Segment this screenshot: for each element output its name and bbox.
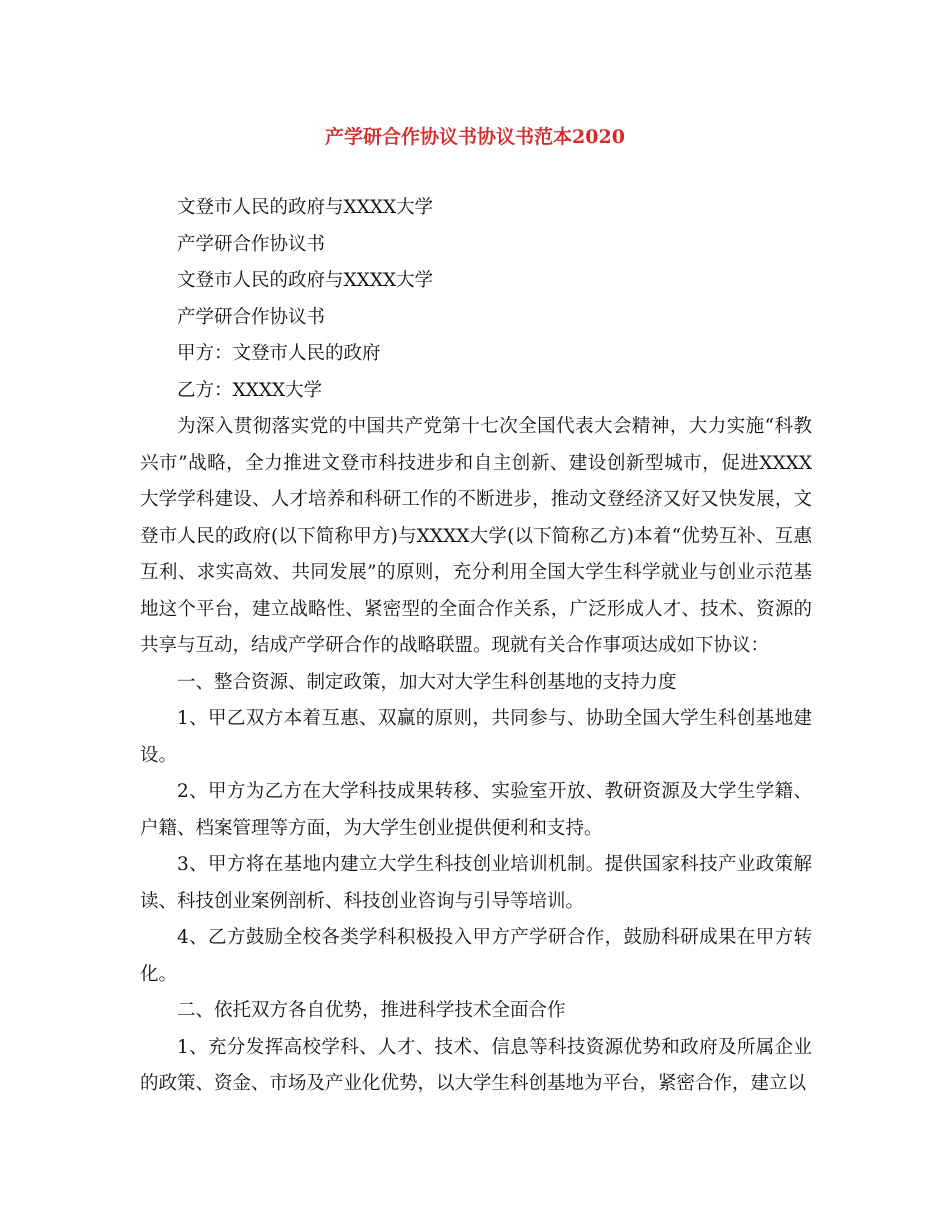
party-b-line: 乙方：XXXX大学 xyxy=(177,379,323,401)
party-a-line: 甲方：文登市人民的政府 xyxy=(177,343,381,364)
clause-1-2: 2、甲方为乙方在大学科技成果转移、实验室开放、教研资源及大学生学籍、户籍、档案管理等方面，为大学生创业提供便利和支持。 xyxy=(140,781,812,839)
header-line-4: 产学研合作协议书 xyxy=(177,306,326,328)
clause-2-1: 1、充分发挥高校学科、人才、技术、信息等科技资源优势和政府及所属企业的政策、资金、市场及产业化优势，以大学生科创基地为平台，紧密合作，建立以 xyxy=(140,1036,812,1094)
section-heading-1: 一、整合资源、制定政策，加大对大学生科创基地的支持力度 xyxy=(177,671,677,693)
document-title: 产学研合作协议书协议书范本2020 xyxy=(325,126,625,148)
document-body xyxy=(140,190,812,1103)
header-line-2: 产学研合作协议书 xyxy=(177,233,326,255)
clause-1-3: 3、甲方将在基地内建立大学生科技创业培训机制。提供国家科技产业政策解读、科技创业案例剖析、科技创业咨询与引导等培训。 xyxy=(140,854,812,912)
header-line-3: 文登市人民的政府与XXXX大学 xyxy=(177,270,434,291)
header-line-1: 文登市人民的政府与XXXX大学 xyxy=(177,197,434,218)
clause-1-4: 4、乙方鼓励全校各类学科积极投入甲方产学研合作，鼓励科研成果在甲方转化。 xyxy=(140,927,812,985)
clause-1-1: 1、甲乙双方本着互惠、双赢的原则，共同参与、协助全国大学生科创基地建设。 xyxy=(140,708,812,766)
section-heading-2: 二、依托双方各自优势，推进科学技术全面合作 xyxy=(177,1000,566,1021)
preamble-paragraph: 为深入贯彻落实党的中国共产党第十七次全国代表大会精神，大力实施“科教兴市”战略，全力推进文登市科技进步和自主创新、建设创新型城市，促进XXXX大学学科建设、人才培养和科研工作的不断进步，推动文登经济又好又快发展，文登市人民的政府(以下简称甲方)与XXXX大学(以下简称乙方)本着“优势互补、互惠互利、求实高效、共同发展”的原则，充分利用全国大学生科学就业与创业示范基地这个平台，建立战略性、紧密型的全面合作关系，广泛形成人才、技术、资源的共享与互动，结成产学研合作的战略联盟。现就有关合作事项达成如下协议： xyxy=(140,416,812,656)
